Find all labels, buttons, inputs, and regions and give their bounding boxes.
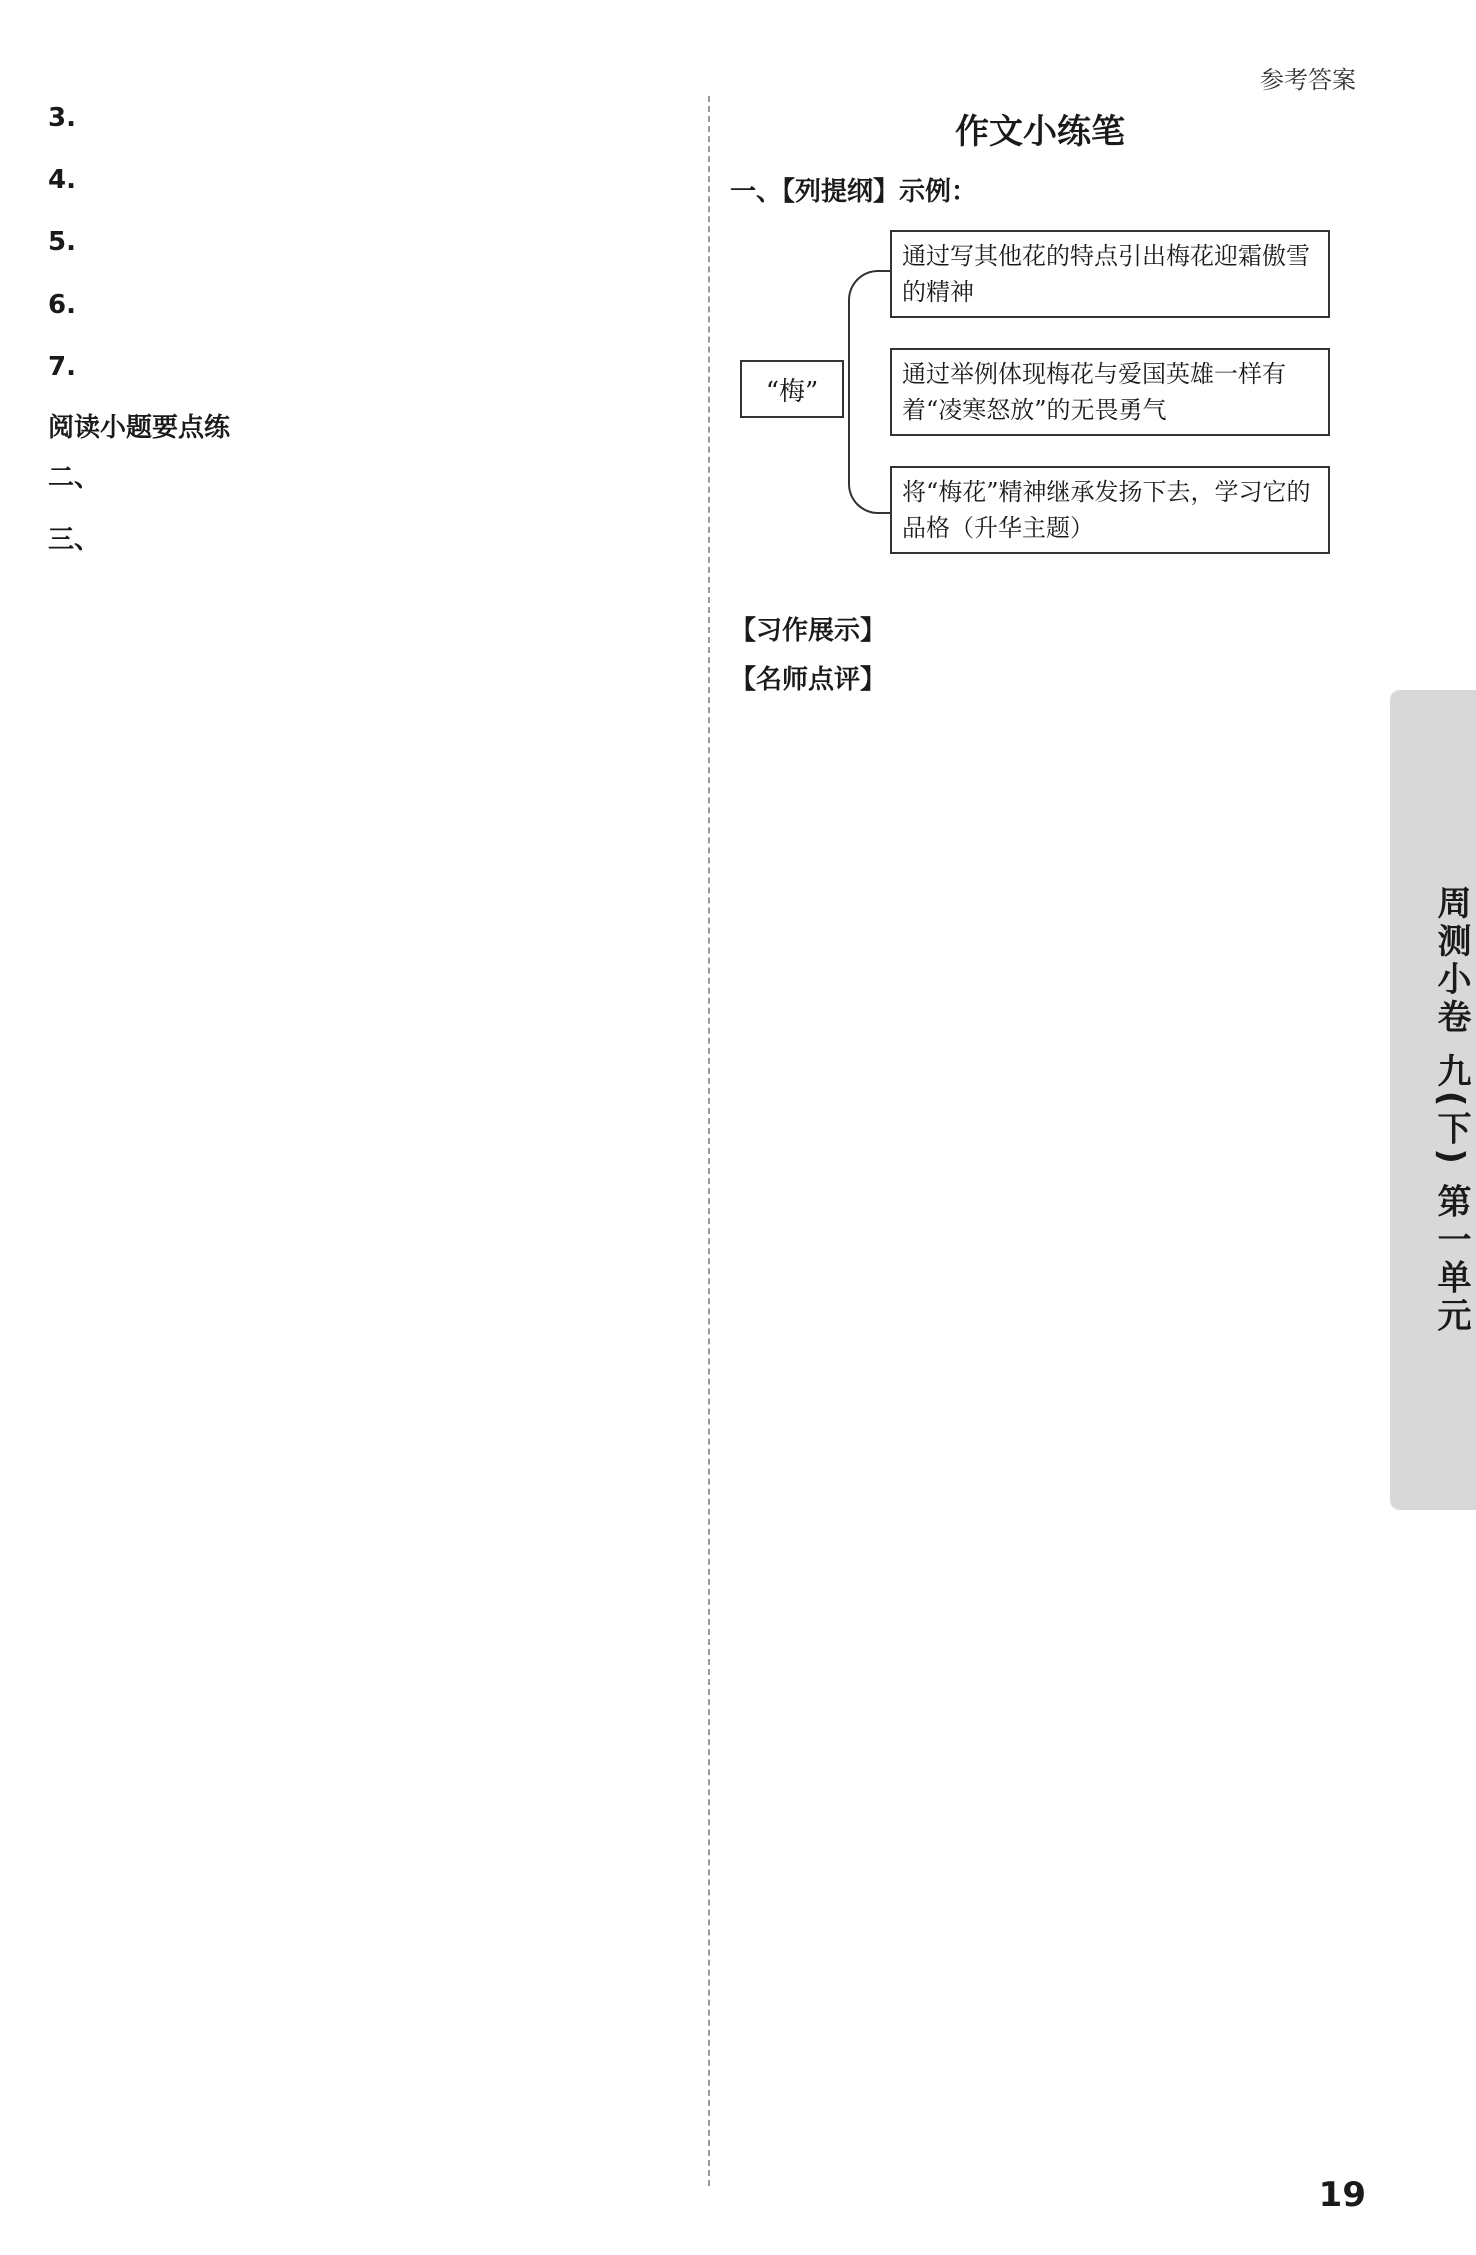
answer-item	[48, 345, 688, 389]
outline-root-node: “梅”	[740, 360, 844, 418]
answer-item	[48, 96, 688, 140]
item-number: 三、	[48, 525, 101, 556]
item-number: 3.	[48, 103, 76, 133]
item-number: 7.	[48, 351, 76, 382]
composition-title: 作文小练笔	[955, 112, 1125, 152]
column-divider	[708, 96, 710, 2186]
essay-heading: 【习作展示】	[730, 616, 887, 646]
outline-diagram	[730, 220, 1350, 580]
item-number: 5.	[48, 227, 76, 258]
left-column	[48, 96, 688, 580]
answer-item	[48, 283, 688, 327]
reading-item	[48, 518, 688, 562]
reading-section-title: 阅读小题要点练	[48, 412, 231, 443]
answer-item	[48, 220, 688, 264]
outline-brace	[848, 270, 890, 514]
outline-branch: 通过举例体现梅花与爱国英雄一样有着“凌寒怒放”的无畏勇气	[890, 348, 1330, 436]
reading-item	[48, 456, 688, 500]
item-number: 二、	[48, 462, 101, 493]
item-number: 6.	[48, 289, 76, 320]
side-tab: 周测小卷 九(下) 第一单元	[1390, 690, 1476, 1510]
page-header: 参考答案	[1260, 66, 1356, 94]
outline-branch: 通过写其他花的特点引出梅花迎霜傲雪的精神	[890, 230, 1330, 318]
answer-item	[48, 158, 688, 202]
outline-branch: 将“梅花”精神继承发扬下去，学习它的品格（升华主题）	[890, 466, 1330, 554]
page-number: 19	[1318, 2175, 1366, 2215]
item-number: 4.	[48, 165, 76, 196]
outline-heading: 一、【列提纲】示例：	[730, 177, 978, 207]
right-column	[730, 96, 1350, 708]
review-heading: 【名师点评】	[730, 665, 887, 695]
